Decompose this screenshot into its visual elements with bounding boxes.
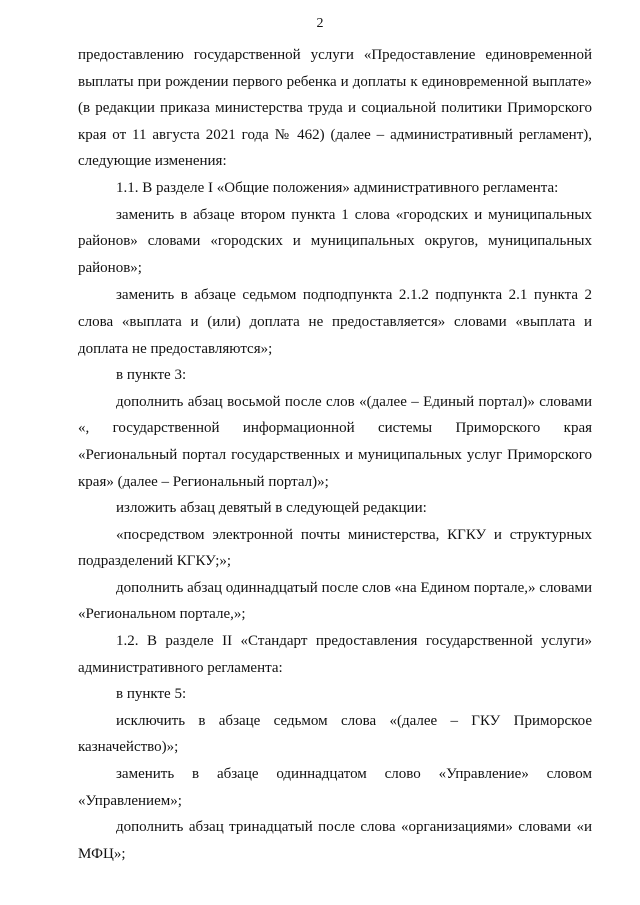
paragraph-item-2-payment: заменить в абзаце седьмом подподпункта 2.1.2 подпункта 2.1 пункта 2 слова «выплата и (или) доплата не предоставляется» словами «выплата и доплата не предоставляются»; xyxy=(78,287,592,357)
paragraph-item-1-districts: заменить в абзаце втором пункта 1 слова «городских и муниципальных районов» словами «городских и муниципальных округов, муниципальных районов»; xyxy=(78,206,592,276)
paragraph-item-3-eighth: дополнить абзац восьмой после слов «(далее – Единый портал)» словами «, государственной информационной системы Приморского края «Региональный портал государственных и муниципальных услуг Приморского края» (далее – Региональный портал)»; xyxy=(78,393,592,490)
paragraph-item-5-eleventh: заменить в абзаце одиннадцатом слово «Управление» словом «Управлением»; xyxy=(78,766,592,809)
paragraph-intro: предоставлению государственной услуги «Предоставление единовременной выплаты при рождении первого ребенка и доплаты к единовременной выплате» (в редакции приказа министерства труда и социальной политики Приморского края от 11 августа 2021 года № 462) (далее – административный регламент), следующие изменения: xyxy=(78,47,592,170)
page-number: 2 xyxy=(316,16,324,31)
paragraph-item-5-heading: в пункте 5: xyxy=(116,686,187,703)
paragraph-item-5-seventh: исключить в абзаце седьмом слова «(далее – ГКУ Приморское казначейство)»; xyxy=(78,712,592,756)
paragraph-section-1-2: 1.2. В разделе II «Стандарт предоставления государственной услуги» административного регламента: xyxy=(78,633,592,676)
paragraph-item-3-ninth: изложить абзац девятый в следующей редакции: xyxy=(116,500,427,517)
paragraph-item-3-eleventh: дополнить абзац одиннадцатый после слов «на Едином портале,» словами «Региональном портале,»; xyxy=(78,579,592,623)
paragraph-section-1-1: 1.1. В разделе I «Общие положения» административного регламента: xyxy=(116,179,559,196)
paragraph-item-3-heading: в пункте 3: xyxy=(116,367,187,384)
paragraph-email-wording: «посредством электронной почты министерства, КГКУ и структурных подразделений КГКУ;»; xyxy=(78,526,592,570)
document-body xyxy=(78,42,592,867)
paragraph-item-5-thirteenth: дополнить абзац тринадцатый после слова «организациями» словами «и МФЦ»; xyxy=(78,819,592,862)
